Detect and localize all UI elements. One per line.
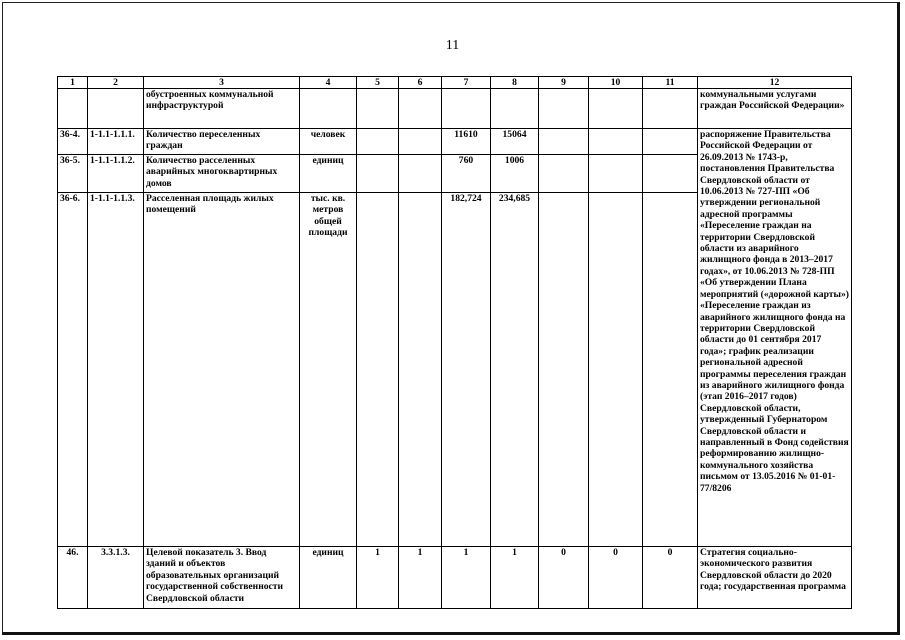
cell-value: 0 <box>589 547 643 609</box>
cell-value: 1 <box>491 547 539 609</box>
cell-code: 1-1.1-1.1.1. <box>88 129 144 155</box>
cell <box>300 89 357 129</box>
col-header-2: 2 <box>88 77 144 89</box>
cell-indicator: обустроенных коммунальной инфраструктурой <box>144 89 300 129</box>
cell <box>643 89 698 129</box>
cell-value: 1 <box>399 547 442 609</box>
cell <box>589 129 643 155</box>
cell <box>357 193 399 547</box>
cell-value: 1006 <box>491 155 539 193</box>
cell <box>539 89 589 129</box>
cell-value: 760 <box>442 155 491 193</box>
cell <box>643 193 698 547</box>
cell <box>589 89 643 129</box>
cell-unit: тыс. кв. метров общей площади <box>300 193 357 547</box>
cell-number: 36-4. <box>58 129 88 155</box>
cell-source: Стратегия социально-экономического развития Свердловской области до 2020 года; государственная программа <box>698 547 852 609</box>
cell <box>491 89 539 129</box>
cell <box>58 89 88 129</box>
cell <box>88 89 144 129</box>
cell-value: 234,685 <box>491 193 539 547</box>
cell-code: 1-1.1-1.1.3. <box>88 193 144 547</box>
cell <box>399 193 442 547</box>
cell <box>399 155 442 193</box>
cell-source-long: распоряжение Правительства Российской Федерации от 26.09.2013 № 1743-р, постановления Правительства Свердловской области от 10.06.2013 № 727-ПП «Об утверждении региональной адресной программы «Переселение граждан на территории Свердловской области из аварийного жилищного фонда в 2013–2017 годах», от 10.06.2013 № 728-ПП «Об утверждении Плана мероприятий («дорожной карты») «Переселение граждан из аварийного жилищного фонда на территории Свердловской области до 01 сентября 2017 года»; график реализации региональной адресной программы переселения граждан из аварийного жилищного фонда (этап 2016–2017 годов) Свердловской области, утвержденный Губернатором Свердловской области и направленный в Фонд содействия реформированию жилищно-коммунального хозяйства письмом от 13.05.2016 № 01-01-77/8206 <box>698 129 852 547</box>
col-header-6: 6 <box>399 77 442 89</box>
col-header-10: 10 <box>589 77 643 89</box>
table-row-continuation <box>58 89 852 129</box>
col-header-9: 9 <box>539 77 589 89</box>
cell-value: 11610 <box>442 129 491 155</box>
cell-number: 36-6. <box>58 193 88 547</box>
cell-number: 36-5. <box>58 155 88 193</box>
col-header-8: 8 <box>491 77 539 89</box>
col-header-12: 12 <box>698 77 852 89</box>
cell <box>539 193 589 547</box>
cell-indicator: Целевой показатель 3. Ввод зданий и объектов образовательных организаций государственной собственности Свердловской области <box>144 547 300 609</box>
header-row <box>58 77 852 89</box>
table-row <box>58 547 852 609</box>
cell-value: 0 <box>643 547 698 609</box>
cell-value: 1 <box>442 547 491 609</box>
col-header-5: 5 <box>357 77 399 89</box>
cell-value: 0 <box>539 547 589 609</box>
cell-value: 1 <box>357 547 399 609</box>
cell-unit: человек <box>300 129 357 155</box>
cell <box>643 155 698 193</box>
cell <box>357 155 399 193</box>
cell-unit: единиц <box>300 155 357 193</box>
cell-indicator: Количество переселенных граждан <box>144 129 300 155</box>
cell <box>539 155 589 193</box>
cell <box>589 193 643 547</box>
indicator-table <box>57 76 852 609</box>
cell <box>399 129 442 155</box>
col-header-1: 1 <box>58 77 88 89</box>
cell-indicator: Расселенная площадь жилых помещений <box>144 193 300 547</box>
col-header-7: 7 <box>442 77 491 89</box>
table-row <box>58 129 852 155</box>
cell <box>643 129 698 155</box>
cell <box>589 155 643 193</box>
cell <box>442 89 491 129</box>
cell <box>399 89 442 129</box>
col-header-4: 4 <box>300 77 357 89</box>
cell <box>357 129 399 155</box>
cell <box>539 129 589 155</box>
col-header-11: 11 <box>643 77 698 89</box>
cell <box>357 89 399 129</box>
cell-number: 46. <box>58 547 88 609</box>
cell-value: 15064 <box>491 129 539 155</box>
cell-unit: единиц <box>300 547 357 609</box>
cell-value: 182,724 <box>442 193 491 547</box>
cell-code: 1-1.1-1.1.2. <box>88 155 144 193</box>
col-header-3: 3 <box>144 77 300 89</box>
cell-indicator: Количество расселенных аварийных многоквартирных домов <box>144 155 300 193</box>
cell-code: 3.3.1.3. <box>88 547 144 609</box>
cell-source: коммунальными услугами граждан Российской Федерации» <box>698 89 852 129</box>
page-number: 11 <box>445 38 460 53</box>
